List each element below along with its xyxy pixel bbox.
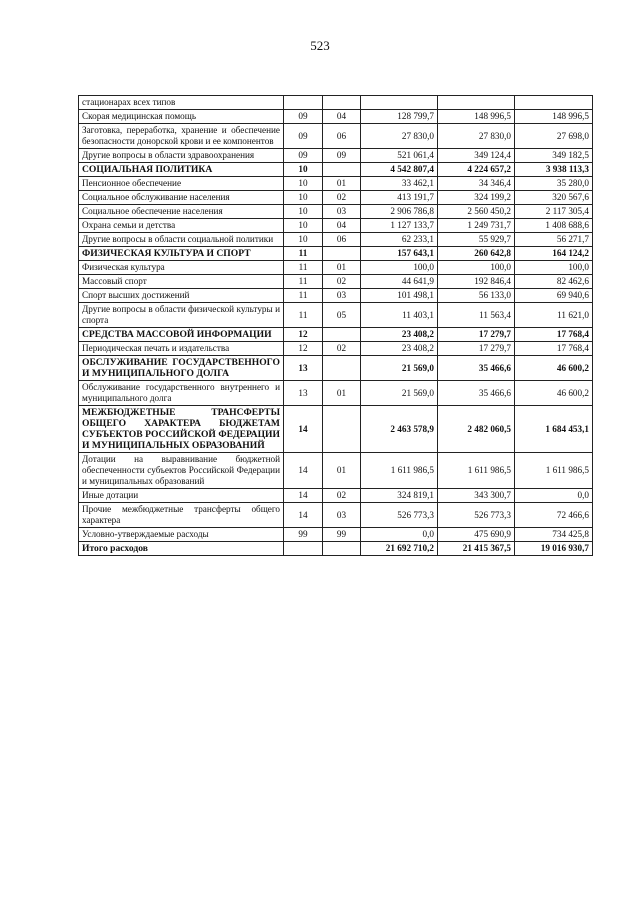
amount-year1-cell: 21 569,0 [361, 381, 438, 406]
amount-year3-cell: 1 611 986,5 [515, 453, 593, 489]
section-code-cell [284, 542, 323, 556]
expense-name-cell: Охрана семьи и детства [79, 219, 284, 233]
amount-year1-cell: 2 906 786,8 [361, 205, 438, 219]
amount-year3-cell: 46 600,2 [515, 381, 593, 406]
subsection-code-cell: 06 [323, 233, 361, 247]
subsection-code-cell: 04 [323, 219, 361, 233]
amount-year2-cell: 4 224 657,2 [438, 163, 515, 177]
amount-year2-cell: 192 846,4 [438, 275, 515, 289]
amount-year2-cell: 34 346,4 [438, 177, 515, 191]
table-row [79, 542, 593, 556]
section-code-cell: 12 [284, 342, 323, 356]
section-code-cell: 10 [284, 177, 323, 191]
section-code-cell: 10 [284, 205, 323, 219]
amount-year2-cell [438, 96, 515, 110]
amount-year1-cell: 2 463 578,9 [361, 406, 438, 453]
subsection-code-cell: 05 [323, 303, 361, 328]
table-body [79, 96, 593, 556]
amount-year1-cell: 27 830,0 [361, 124, 438, 149]
amount-year1-cell: 101 498,1 [361, 289, 438, 303]
amount-year2-cell: 526 773,3 [438, 503, 515, 528]
amount-year1-cell: 21 692 710,2 [361, 542, 438, 556]
table-row [79, 356, 593, 381]
amount-year3-cell: 17 768,4 [515, 328, 593, 342]
expense-name-cell: Физическая культура [79, 261, 284, 275]
amount-year1-cell: 413 191,7 [361, 191, 438, 205]
amount-year3-cell: 17 768,4 [515, 342, 593, 356]
amount-year3-cell: 3 938 113,3 [515, 163, 593, 177]
amount-year2-cell: 148 996,5 [438, 110, 515, 124]
amount-year3-cell [515, 96, 593, 110]
expense-name-cell: Социальное обслуживание населения [79, 191, 284, 205]
page-number: 523 [310, 38, 330, 53]
subsection-code-cell: 03 [323, 503, 361, 528]
amount-year1-cell: 23 408,2 [361, 342, 438, 356]
amount-year1-cell [361, 96, 438, 110]
amount-year2-cell: 17 279,7 [438, 328, 515, 342]
amount-year2-cell: 475 690,9 [438, 528, 515, 542]
amount-year2-cell: 17 279,7 [438, 342, 515, 356]
amount-year1-cell: 324 819,1 [361, 489, 438, 503]
amount-year3-cell: 1 684 453,1 [515, 406, 593, 453]
amount-year1-cell: 128 799,7 [361, 110, 438, 124]
amount-year3-cell: 11 621,0 [515, 303, 593, 328]
subsection-code-cell: 01 [323, 177, 361, 191]
section-code-cell: 11 [284, 247, 323, 261]
amount-year3-cell: 148 996,5 [515, 110, 593, 124]
table-row [79, 328, 593, 342]
expense-name-cell: Прочие межбюджетные трансферты общего характера [79, 503, 284, 528]
subsection-code-cell: 02 [323, 342, 361, 356]
amount-year3-cell: 1 408 688,6 [515, 219, 593, 233]
amount-year3-cell: 56 271,7 [515, 233, 593, 247]
section-code-cell: 14 [284, 406, 323, 453]
expense-name-cell: Итого расходов [79, 542, 284, 556]
amount-year1-cell: 1 127 133,7 [361, 219, 438, 233]
table-row [79, 247, 593, 261]
subsection-code-cell: 02 [323, 191, 361, 205]
subsection-code-cell: 01 [323, 453, 361, 489]
amount-year2-cell: 100,0 [438, 261, 515, 275]
amount-year2-cell: 27 830,0 [438, 124, 515, 149]
amount-year2-cell: 1 611 986,5 [438, 453, 515, 489]
table-row [79, 177, 593, 191]
subsection-code-cell [323, 328, 361, 342]
amount-year1-cell: 1 611 986,5 [361, 453, 438, 489]
expense-name-cell: стационарах всех типов [79, 96, 284, 110]
subsection-code-cell: 09 [323, 149, 361, 163]
subsection-code-cell: 03 [323, 289, 361, 303]
expense-name-cell: МЕЖБЮДЖЕТНЫЕ ТРАНСФЕРТЫ ОБЩЕГО ХАРАКТЕРА БЮДЖЕТАМ СУБЪЕКТОВ РОССИЙСКОЙ ФЕДЕРАЦИИ И МУНИЦИПАЛЬНЫХ ОБРАЗОВАНИЙ [79, 406, 284, 453]
section-code-cell: 99 [284, 528, 323, 542]
table-row [79, 124, 593, 149]
table-row [79, 503, 593, 528]
expense-name-cell: ОБСЛУЖИВАНИЕ ГОСУДАРСТВЕННОГО И МУНИЦИПАЛЬНОГО ДОЛГА [79, 356, 284, 381]
amount-year3-cell: 100,0 [515, 261, 593, 275]
table-row [79, 342, 593, 356]
table-row [79, 233, 593, 247]
amount-year3-cell: 35 280,0 [515, 177, 593, 191]
amount-year1-cell: 100,0 [361, 261, 438, 275]
amount-year1-cell: 4 542 807,4 [361, 163, 438, 177]
table-row [79, 191, 593, 205]
section-code-cell: 14 [284, 489, 323, 503]
section-code-cell: 10 [284, 233, 323, 247]
expense-name-cell: Иные дотации [79, 489, 284, 503]
amount-year1-cell: 21 569,0 [361, 356, 438, 381]
section-code-cell: 14 [284, 503, 323, 528]
section-code-cell: 11 [284, 275, 323, 289]
expense-name-cell: Скорая медицинская помощь [79, 110, 284, 124]
amount-year1-cell: 11 403,1 [361, 303, 438, 328]
table-row [79, 163, 593, 177]
subsection-code-cell: 02 [323, 275, 361, 289]
subsection-code-cell [323, 406, 361, 453]
amount-year3-cell: 46 600,2 [515, 356, 593, 381]
expense-name-cell: СРЕДСТВА МАССОВОЙ ИНФОРМАЦИИ [79, 328, 284, 342]
expense-name-cell: Условно-утверждаемые расходы [79, 528, 284, 542]
subsection-code-cell: 99 [323, 528, 361, 542]
amount-year2-cell: 324 199,2 [438, 191, 515, 205]
amount-year1-cell: 526 773,3 [361, 503, 438, 528]
amount-year2-cell: 11 563,4 [438, 303, 515, 328]
amount-year2-cell: 260 642,8 [438, 247, 515, 261]
amount-year1-cell: 23 408,2 [361, 328, 438, 342]
expense-name-cell: Массовый спорт [79, 275, 284, 289]
amount-year1-cell: 33 462,1 [361, 177, 438, 191]
section-code-cell: 12 [284, 328, 323, 342]
table-row [79, 205, 593, 219]
section-code-cell: 09 [284, 124, 323, 149]
section-code-cell: 10 [284, 191, 323, 205]
table-row [79, 275, 593, 289]
section-code-cell: 10 [284, 163, 323, 177]
section-code-cell: 13 [284, 356, 323, 381]
table-row [79, 303, 593, 328]
subsection-code-cell: 04 [323, 110, 361, 124]
expense-name-cell: ФИЗИЧЕСКАЯ КУЛЬТУРА И СПОРТ [79, 247, 284, 261]
amount-year3-cell: 69 940,6 [515, 289, 593, 303]
expense-name-cell: Пенсионное обеспечение [79, 177, 284, 191]
section-code-cell: 14 [284, 453, 323, 489]
expense-name-cell: Другие вопросы в области здравоохранения [79, 149, 284, 163]
expense-name-cell: Социальное обеспечение населения [79, 205, 284, 219]
table-row [79, 381, 593, 406]
section-code-cell: 11 [284, 289, 323, 303]
section-code-cell: 13 [284, 381, 323, 406]
subsection-code-cell: 01 [323, 381, 361, 406]
subsection-code-cell [323, 247, 361, 261]
subsection-code-cell [323, 163, 361, 177]
amount-year1-cell: 157 643,1 [361, 247, 438, 261]
amount-year1-cell: 44 641,9 [361, 275, 438, 289]
expense-name-cell: Обслуживание государственного внутреннего и муниципального долга [79, 381, 284, 406]
amount-year3-cell: 19 016 930,7 [515, 542, 593, 556]
amount-year2-cell: 2 482 060,5 [438, 406, 515, 453]
amount-year3-cell: 72 466,6 [515, 503, 593, 528]
subsection-code-cell [323, 542, 361, 556]
section-code-cell: 10 [284, 219, 323, 233]
amount-year2-cell: 55 929,7 [438, 233, 515, 247]
table-row [79, 289, 593, 303]
amount-year1-cell: 62 233,1 [361, 233, 438, 247]
table-row [79, 110, 593, 124]
table-row [79, 528, 593, 542]
subsection-code-cell: 06 [323, 124, 361, 149]
amount-year3-cell: 0,0 [515, 489, 593, 503]
section-code-cell: 09 [284, 149, 323, 163]
table-row [79, 96, 593, 110]
table-row [79, 219, 593, 233]
amount-year2-cell: 56 133,0 [438, 289, 515, 303]
amount-year2-cell: 349 124,4 [438, 149, 515, 163]
subsection-code-cell: 02 [323, 489, 361, 503]
expense-name-cell: Заготовка, переработка, хранение и обеспечение безопасности донорской крови и ее компонентов [79, 124, 284, 149]
subsection-code-cell: 03 [323, 205, 361, 219]
amount-year3-cell: 349 182,5 [515, 149, 593, 163]
amount-year2-cell: 35 466,6 [438, 381, 515, 406]
budget-expenditure-table [78, 95, 593, 556]
amount-year2-cell: 2 560 450,2 [438, 205, 515, 219]
amount-year3-cell: 164 124,2 [515, 247, 593, 261]
table-row [79, 406, 593, 453]
amount-year2-cell: 21 415 367,5 [438, 542, 515, 556]
amount-year2-cell: 343 300,7 [438, 489, 515, 503]
amount-year2-cell: 1 249 731,7 [438, 219, 515, 233]
amount-year3-cell: 82 462,6 [515, 275, 593, 289]
amount-year1-cell: 521 061,4 [361, 149, 438, 163]
expense-name-cell: Дотации на выравнивание бюджетной обеспеченности субъектов Российской Федерации и муниципальных образований [79, 453, 284, 489]
amount-year3-cell: 2 117 305,4 [515, 205, 593, 219]
amount-year1-cell: 0,0 [361, 528, 438, 542]
expense-name-cell: Спорт высших достижений [79, 289, 284, 303]
amount-year2-cell: 35 466,6 [438, 356, 515, 381]
table-row [79, 149, 593, 163]
table-row [79, 261, 593, 275]
section-code-cell: 11 [284, 303, 323, 328]
expense-name-cell: Периодическая печать и издательства [79, 342, 284, 356]
expense-name-cell: СОЦИАЛЬНАЯ ПОЛИТИКА [79, 163, 284, 177]
table-row [79, 453, 593, 489]
section-code-cell: 11 [284, 261, 323, 275]
table-row [79, 489, 593, 503]
amount-year3-cell: 734 425,8 [515, 528, 593, 542]
amount-year3-cell: 27 698,0 [515, 124, 593, 149]
section-code-cell: 09 [284, 110, 323, 124]
expense-name-cell: Другие вопросы в области социальной политики [79, 233, 284, 247]
section-code-cell [284, 96, 323, 110]
expense-name-cell: Другие вопросы в области физической культуры и спорта [79, 303, 284, 328]
amount-year3-cell: 320 567,6 [515, 191, 593, 205]
subsection-code-cell [323, 356, 361, 381]
subsection-code-cell [323, 96, 361, 110]
subsection-code-cell: 01 [323, 261, 361, 275]
